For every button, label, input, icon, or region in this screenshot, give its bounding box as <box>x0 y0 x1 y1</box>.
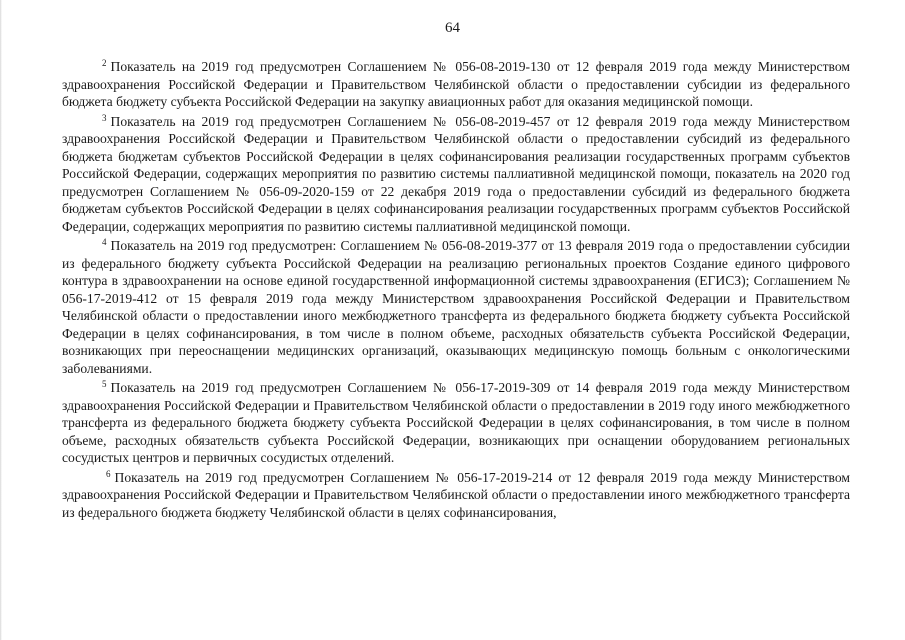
scan-left-edge <box>0 0 2 640</box>
footnote-marker: 2 <box>102 58 107 68</box>
footnote-text: Показатель на 2019 год предусмотрен Соглашением № 056-17-2019-309 от 14 февраля 2019 года между Министерством здравоохранения Российской Федерации и Правительством Челябинской области о предоставлении в 2019 году иного межбюджетного трансферта из федерального бюджета бюджету субъекта Российской Федерации в целях софинансирования, в том числе в полном объеме, расходных обязательств субъекта Российской Федерации, возникающих при оснащении оборудованием региональных сосудистых центров и первичных сосудистых отделений. <box>62 380 850 465</box>
footnote-text: Показатель на 2019 год предусмотрен Соглашением № 056-08-2019-457 от 12 февраля 2019 года между Министерством здравоохранения Российской Федерации и Правительством Челябинской области о предоставлении субсидий из федерального бюджета бюджетам субъектов Российской Федерации в целях софинансирования реализации государственных программ субъектов Российской Федерации, содержащих мероприятия по развитию системы паллиативной медицинской помощи, показатель на 2020 год предусмотрен Соглашением № 056-09-2020-159 от 22 декабря 2019 года о предоставлении субсидий из федерального бюджета бюджетам субъектов Российской Федерации в целях софинансирования реализации государственных программ субъектов Российской Федерации, содержащих мероприятия по развитию системы паллиативной медицинской помощи. <box>62 113 850 234</box>
footnote-marker: 4 <box>102 237 107 247</box>
footnote-text: Показатель на 2019 год предусмотрен Соглашением № 056-17-2019-214 от 12 февраля 2019 года между Министерством здравоохранения Российской Федерации и Правительством Челябинской области о предоставлении иного межбюджетного трансферта из федерального бюджета бюджету Челябинской области в целях софинансирования, <box>62 469 850 520</box>
footnote-2 <box>62 58 850 111</box>
footnote-text: Показатель на 2019 год предусмотрен Соглашением № 056-08-2019-130 от 12 февраля 2019 года между Министерством здравоохранения Российской Федерации и Правительством Челябинской области о предоставлении субсидии из федерального бюджета бюджету субъекта Российской Федерации на закупку авиационных работ для оказания медицинской помощи. <box>62 59 850 109</box>
footnote-marker: 5 <box>102 379 107 389</box>
footnote-text: Показатель на 2019 год предусмотрен: Соглашением № 056-08-2019-377 от 13 февраля 2019 года о предоставлении субсидии из федерального бюджету субъекта Российской Федерации на реализацию региональных проектов Создание единого цифрового контура в здравоохранении на основе единой государственной информационной системы здравоохранения (ЕГИСЗ); Соглашением № 056-17-2019-412 от 15 февраля 2019 года между Министерством здравоохранения Российской Федерации и Правительством Челябинской области о предоставлении иного межбюджетного трансферта из федерального бюджета бюджету субъекта Российской Федерации в целях софинансирования, в том числе в полном объеме, расходных обязательств субъекта Российской Федерации, возникающих при переоснащении медицинских организаций, оказывающих медицинскую помощь больным с онкологическими заболеваниями. <box>62 238 850 376</box>
footnote-marker: 3 <box>102 112 107 123</box>
footnote-3 <box>62 113 850 236</box>
page-number: 64 <box>445 20 460 36</box>
footnote-5 <box>62 379 850 467</box>
footnotes-section <box>62 58 850 523</box>
footnote-4 <box>62 237 850 377</box>
footnote-6 <box>62 469 850 522</box>
footnote-marker: 6 <box>106 468 111 479</box>
